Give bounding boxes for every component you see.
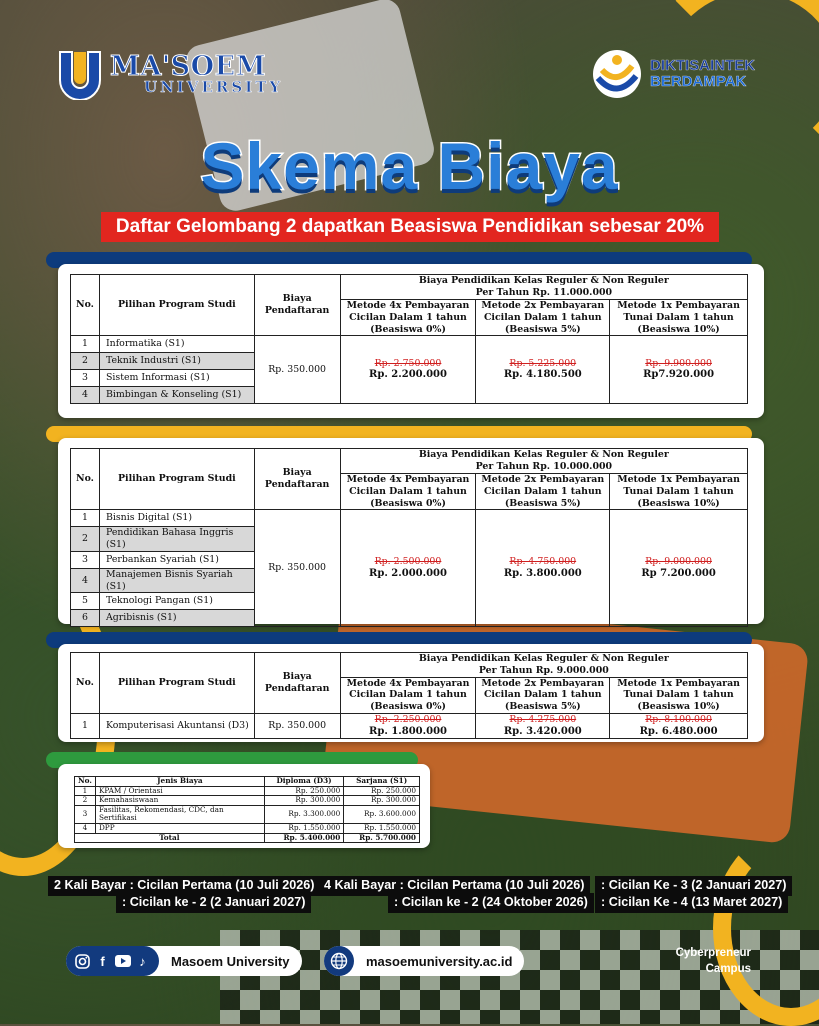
header-method-4x: Metode 4x Pembayaran Cicilan Dalam 1 tahun (Beasiswa 0%) xyxy=(340,474,476,510)
fee-table-1 xyxy=(70,274,748,404)
header-registration: Biaya Pendaftaran xyxy=(254,449,340,510)
header-program: Pilihan Program Studi xyxy=(99,449,254,510)
header-group xyxy=(340,275,747,300)
instagram-icon[interactable] xyxy=(74,953,91,970)
diktisaintek-logo xyxy=(590,48,755,100)
row-no: 1 xyxy=(75,786,96,796)
header-bachelor: Sarjana (S1) xyxy=(344,777,420,787)
program-name: Agribisnis (S1) xyxy=(99,610,254,627)
schedule-2x-second: : Cicilan ke - 2 (2 Januari 2027) xyxy=(116,893,311,913)
logo-line1: DIKTISAINTEK xyxy=(650,57,755,75)
header-method-4x: Metode 4x Pembayaran Cicilan Dalam 1 tahun (Beasiswa 0%) xyxy=(340,677,476,713)
method-2x-price xyxy=(476,713,610,738)
method-4x-price xyxy=(340,336,476,404)
program-name: Pendidikan Bahasa Inggris (S1) xyxy=(99,527,254,552)
old-price: Rp. 2.500.000 xyxy=(374,556,442,568)
schedule-2x-first: 2 Kali Bayar : Cicilan Pertama (10 Juli 2026) xyxy=(48,876,320,896)
program-name: Bisnis Digital (S1) xyxy=(99,510,254,527)
method-1x-price xyxy=(610,510,748,627)
fee-type: KPAM / Orientasi xyxy=(95,786,264,796)
total-label: Total xyxy=(75,833,265,843)
schedule-4x-fourth: : Cicilan Ke - 4 (13 Maret 2027) xyxy=(595,893,788,913)
new-price: Rp. 2.000.000 xyxy=(369,567,447,579)
header-group xyxy=(340,653,747,678)
group-title: Biaya Pendidikan Kelas Reguler & Non Reguler xyxy=(418,275,669,287)
row-no: 3 xyxy=(71,551,100,568)
tiktok-icon[interactable]: ♪ xyxy=(139,953,146,969)
logo-line2: BERDAMPAK xyxy=(650,73,747,90)
header-no: No. xyxy=(71,449,100,510)
new-price: Rp. 4.180.500 xyxy=(503,369,582,381)
group-title: Biaya Pendidikan Kelas Reguler & Non Reguler xyxy=(418,653,669,664)
new-price: Rp7.920.000 xyxy=(643,369,715,381)
per-year-fee: Per Tahun Rp. 9.000.000 xyxy=(478,664,609,676)
header-method-1x: Metode 1x Pembayaran Tunai Dalam 1 tahun (Beasiswa 10%) xyxy=(610,677,748,713)
old-price: Rp. 2.250.000 xyxy=(374,713,442,725)
method-2x-price xyxy=(476,336,610,404)
header-program: Pilihan Program Studi xyxy=(99,275,254,336)
header-no: No. xyxy=(75,777,96,787)
old-price: Rp. 4.275.000 xyxy=(509,713,577,725)
header-method-1x: Metode 1x Pembayaran Tunai Dalam 1 tahun (Beasiswa 10%) xyxy=(610,474,748,510)
per-year-fee: Per Tahun Rp. 11.000.000 xyxy=(475,287,613,298)
header-method-2x: Metode 2x Pembayaran Cicilan Dalam 1 tahun (Beasiswa 5%) xyxy=(476,677,610,713)
row-no: 5 xyxy=(71,593,100,610)
fee-type: DPP xyxy=(95,824,264,834)
method-1x-price xyxy=(610,713,748,738)
header-group xyxy=(340,449,747,474)
program-name: Sistem Informasi (S1) xyxy=(99,370,254,387)
schedule-4x-third: : Cicilan Ke - 3 (2 Januari 2027) xyxy=(595,876,792,896)
fee-card-3 xyxy=(58,644,764,742)
program-name: Informatika (S1) xyxy=(99,336,254,353)
program-name: Teknik Industri (S1) xyxy=(99,353,254,370)
header-registration: Biaya Pendaftaran xyxy=(254,275,340,336)
registration-fee: Rp. 350.000 xyxy=(254,336,340,404)
website-url[interactable]: masoemuniversity.ac.id xyxy=(366,953,513,969)
row-no: 1 xyxy=(71,713,100,738)
header-diploma: Diploma (D3) xyxy=(264,777,344,787)
additional-fees-table xyxy=(74,776,420,843)
total-s1: Rp. 5.700.000 xyxy=(344,833,420,843)
row-no: 3 xyxy=(75,805,96,823)
header-method-1x: Metode 1x Pembayaran Tunai Dalam 1 tahun (Beasiswa 10%) xyxy=(610,300,748,336)
logo-name: MA'SOEM xyxy=(110,51,267,82)
fee-table-3 xyxy=(70,652,748,739)
program-name: Teknologi Pangan (S1) xyxy=(99,593,254,610)
total-d3: Rp. 5.400.000 xyxy=(264,833,344,843)
row-no: 2 xyxy=(71,353,100,370)
fee-d3: Rp. 300.000 xyxy=(264,796,344,806)
method-4x-price xyxy=(340,510,476,627)
registration-fee: Rp. 350.000 xyxy=(254,510,340,627)
tagline-line1: Cyberpreneur xyxy=(675,947,751,959)
diktisaintek-icon xyxy=(590,48,644,100)
scholarship-banner: Daftar Gelombang 2 dapatkan Beasiswa Pendidikan sebesar 20% xyxy=(101,212,719,242)
header-method-4x: Metode 4x Pembayaran Cicilan Dalam 1 tahun (Beasiswa 0%) xyxy=(340,300,476,336)
header-no: No. xyxy=(71,275,100,336)
fee-type: Fasilitas, Rekomendasi, CDC, dan Sertifikasi xyxy=(95,805,264,823)
header-method-2x: Metode 2x Pembayaran Cicilan Dalam 1 tahun (Beasiswa 5%) xyxy=(476,474,610,510)
youtube-icon[interactable] xyxy=(114,953,131,970)
old-price: Rp. 8.100.000 xyxy=(645,713,712,725)
social-handle: Masoem University xyxy=(171,953,290,969)
header-registration: Biaya Pendaftaran xyxy=(254,653,340,714)
fee-table-2 xyxy=(70,448,748,627)
group-title: Biaya Pendidikan Kelas Reguler & Non Reguler xyxy=(418,449,669,461)
fee-card-2 xyxy=(58,438,764,624)
method-1x-price xyxy=(610,336,748,404)
fee-s1: Rp. 3.600.000 xyxy=(344,805,420,823)
new-price: Rp 7.200.000 xyxy=(641,567,716,579)
fee-d3: Rp. 1.550.000 xyxy=(264,824,344,834)
row-no: 2 xyxy=(75,796,96,806)
header-program: Pilihan Program Studi xyxy=(99,653,254,714)
old-price: Rp. 9.000.000 xyxy=(645,556,712,568)
row-no: 4 xyxy=(71,387,100,404)
new-price: Rp. 6.480.000 xyxy=(639,725,718,737)
new-price: Rp. 3.800.000 xyxy=(503,567,582,579)
row-no: 6 xyxy=(71,610,100,627)
new-price: Rp. 3.420.000 xyxy=(503,725,582,737)
fee-type: Kemahasiswaan xyxy=(95,796,264,806)
fee-s1: Rp. 1.550.000 xyxy=(344,824,420,834)
header-method-2x: Metode 2x Pembayaran Cicilan Dalam 1 tahun (Beasiswa 5%) xyxy=(476,300,610,336)
globe-icon xyxy=(324,946,354,976)
per-year-fee: Per Tahun Rp. 10.000.000 xyxy=(475,461,613,472)
new-price: Rp. 1.800.000 xyxy=(369,725,447,737)
old-price: Rp. 4.750.000 xyxy=(509,556,577,568)
fee-s1: Rp. 250.000 xyxy=(344,786,420,796)
page-title: Skema Biaya xyxy=(200,129,619,203)
schedule-4x-first: 4 Kali Bayar : Cicilan Pertama (10 Juli 2026) xyxy=(318,876,590,896)
facebook-icon[interactable]: f xyxy=(100,953,105,969)
website-pill[interactable] xyxy=(324,946,524,976)
social-pill[interactable] xyxy=(66,946,302,976)
row-no: 1 xyxy=(71,510,100,527)
logo-subtitle: UNIVERSITY xyxy=(144,78,284,96)
row-no: 3 xyxy=(71,370,100,387)
row-no: 4 xyxy=(75,824,96,834)
fee-d3: Rp. 3.300.000 xyxy=(264,805,344,823)
masoem-logo xyxy=(56,48,283,100)
old-price: Rp. 2.750.000 xyxy=(374,357,442,369)
row-no: 1 xyxy=(71,336,100,353)
header-no: No. xyxy=(71,653,100,714)
fee-s1: Rp. 300.000 xyxy=(344,796,420,806)
masoem-u-icon xyxy=(56,48,104,100)
program-name: Komputerisasi Akuntansi (D3) xyxy=(99,713,254,738)
program-name: Bimbingan & Konseling (S1) xyxy=(99,387,254,404)
header-fee-type: Jenis Biaya xyxy=(95,777,264,787)
registration-fee: Rp. 350.000 xyxy=(254,713,340,738)
fee-card-1 xyxy=(58,264,764,418)
old-price: Rp. 9.900.000 xyxy=(645,357,712,369)
program-name: Manajemen Bisnis Syariah (S1) xyxy=(99,568,254,593)
method-2x-price xyxy=(476,510,610,627)
old-price: Rp. 5.225.000 xyxy=(509,357,577,369)
social-icons xyxy=(66,946,159,976)
program-name: Perbankan Syariah (S1) xyxy=(99,551,254,568)
schedule-4x-second: : Cicilan ke - 2 (24 Oktober 2026) xyxy=(388,893,594,913)
new-price: Rp. 2.200.000 xyxy=(369,369,447,381)
row-no: 2 xyxy=(71,527,100,552)
method-4x-price xyxy=(340,713,476,738)
row-no: 4 xyxy=(71,568,100,593)
campus-tagline xyxy=(676,946,751,977)
fee-card-4 xyxy=(58,764,430,848)
tagline-line2: Campus xyxy=(705,962,751,975)
fee-d3: Rp. 250.000 xyxy=(264,786,344,796)
